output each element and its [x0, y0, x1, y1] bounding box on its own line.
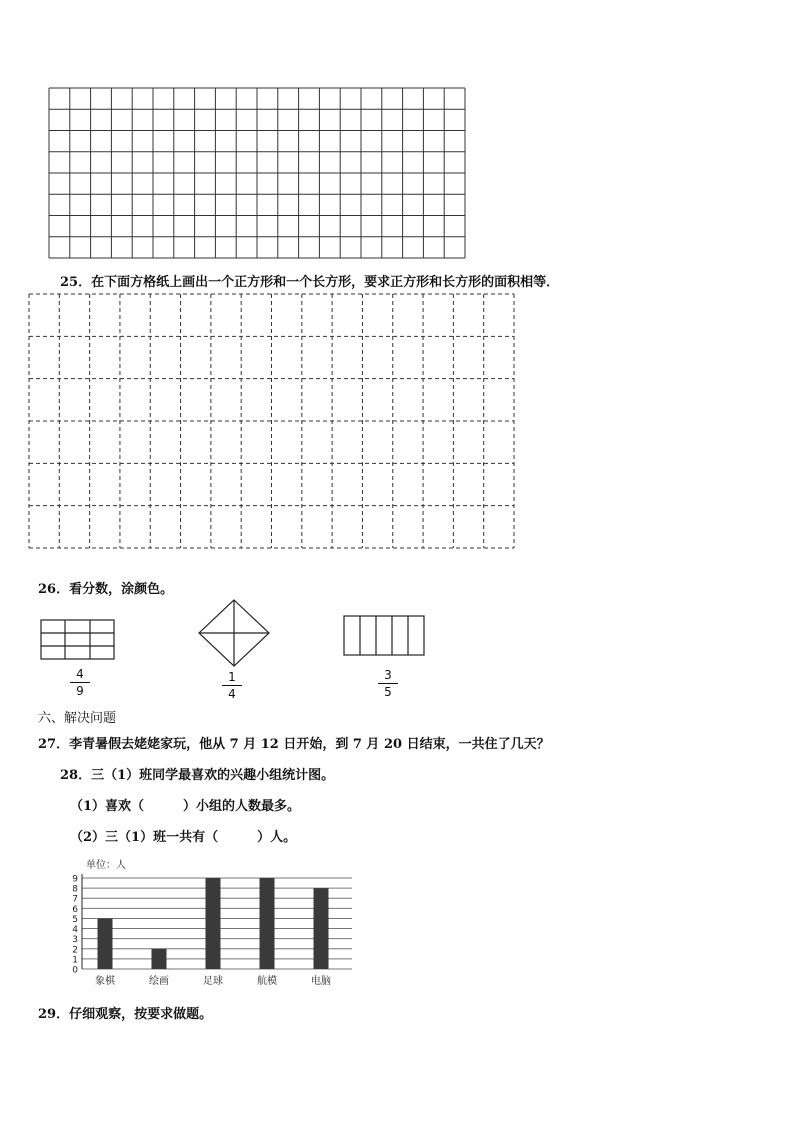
fraction-denominator: 9	[76, 684, 84, 698]
chart-unit-label: 单位：人	[86, 860, 126, 871]
chart-bar	[98, 918, 113, 969]
question-28-text: 28．三（1）班同学最喜欢的兴趣小组统计图。	[60, 768, 335, 783]
chart-category-label: 足球	[203, 976, 223, 987]
fraction-denominator: 5	[384, 685, 392, 699]
chart-category-label: 象棋	[95, 976, 115, 987]
question-25-text: 25．在下面方格纸上画出一个正方形和一个长方形，要求正方形和长方形的面积相等．	[60, 275, 560, 290]
chart-bar	[314, 888, 329, 969]
fraction-numerator: 4	[76, 667, 84, 681]
chart-y-tick-label: 7	[72, 894, 78, 905]
rectangle-5-parts[interactable]	[343, 615, 427, 657]
chart-bar	[206, 878, 221, 969]
question-28-sub1: （1）喜欢（ ）小组的人数最多。	[70, 799, 301, 814]
fraction-denominator: 4	[228, 687, 236, 701]
fraction-3-5	[378, 668, 398, 699]
fraction-numerator: 3	[384, 668, 392, 682]
chart-y-tick-label: 2	[72, 945, 78, 956]
chart-bar	[260, 878, 275, 969]
chart-y-tick-label: 4	[72, 925, 78, 936]
dashed-square-grid	[28, 293, 516, 551]
chart-category-label: 绘画	[149, 976, 169, 987]
section-title: 六、解决问题	[38, 711, 117, 726]
chart-category-label: 航模	[257, 976, 277, 987]
chart-y-tick-label: 8	[72, 884, 78, 895]
chart-category-label: 电脑	[311, 976, 331, 987]
chart-y-tick-label: 5	[72, 914, 78, 925]
top-square-grid	[48, 87, 466, 259]
question-27-text: 27．李青暑假去姥姥家玩，他从 7 月 12 日开始，到 7 月 20 日结束，一共住了几天？	[38, 737, 550, 752]
chart-y-tick-label: 1	[72, 955, 78, 966]
chart-y-tick-label: 6	[72, 904, 78, 915]
rectangle-9-parts[interactable]	[40, 619, 116, 661]
question-29-text: 29．仔细观察，按要求做题。	[38, 1007, 213, 1022]
chart-y-tick-label: 3	[72, 935, 78, 946]
question-26-text: 26．看分数，涂颜色。	[38, 582, 174, 597]
chart-bar	[152, 949, 167, 969]
fraction-4-9	[70, 667, 90, 698]
interest-group-bar-chart	[60, 852, 360, 992]
chart-y-tick-label: 9	[72, 874, 78, 885]
fraction-1-4	[222, 670, 242, 701]
fraction-numerator: 1	[228, 670, 236, 684]
chart-y-tick-label: 0	[72, 965, 78, 976]
diamond-4-parts[interactable]	[196, 598, 272, 670]
question-28-sub2: （2）三（1）班一共有（ ）人。	[70, 830, 297, 845]
